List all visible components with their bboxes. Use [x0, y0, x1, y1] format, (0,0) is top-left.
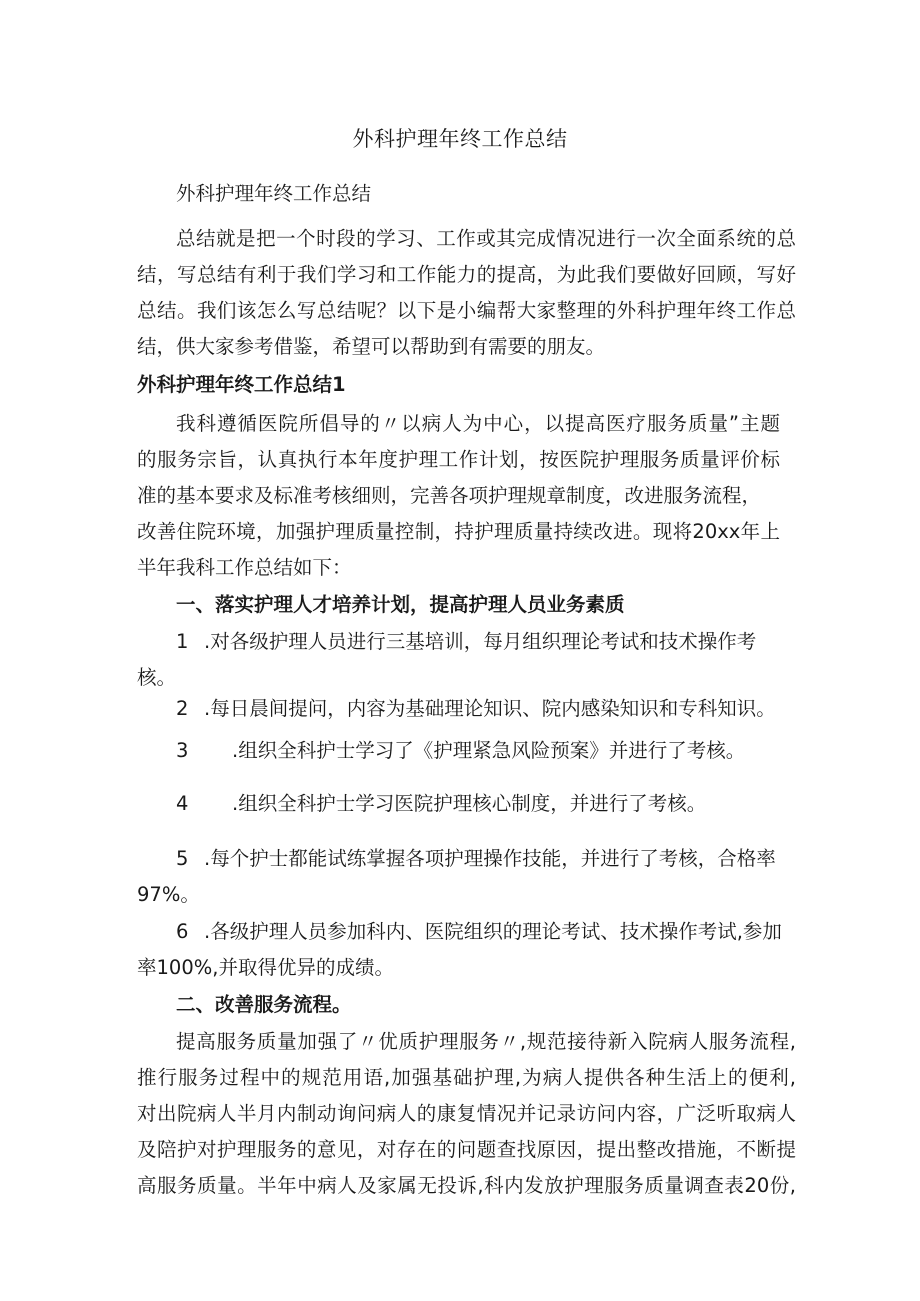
list-item-text: .组织全科护士学习了《护理紧急风险预案》并进行了考核。	[232, 739, 746, 762]
list-item-text: .对各级护理人员进行三基培训，每月组织理论考试和技术操作考	[204, 630, 757, 653]
list-item-2	[176, 691, 776, 727]
list-item-3	[176, 733, 745, 769]
document-title: 外科护理年终工作总结	[352, 127, 568, 151]
section1-heading: 外科护理年终工作总结1	[137, 373, 346, 396]
list-item-text: .每个护士都能试练掌握各项护理操作技能，并进行了考核，合格率	[204, 847, 776, 870]
heading-two: 二、改善服务流程。	[176, 993, 352, 1016]
list-item-text: .每日晨间提问，内容为基础理论知识、院内感染知识和专科知识。	[204, 697, 776, 720]
intro-line-4: 结，供大家参考借鉴，希望可以帮助到有需要的朋友。	[137, 335, 606, 358]
list-item-6-cont: 率100%,并取得优异的成绩。	[137, 956, 394, 979]
heading-one: 一、落实护理人才培养计划，提高护理人员业务素质	[176, 593, 625, 616]
section2-line-2: 推行服务过程中的规范用语,加强基础护理,为病人提供各种生活上的便利,	[137, 1066, 796, 1089]
list-item-number: 1	[176, 630, 189, 653]
list-item-text: .组织全科护士学习医院护理核心制度，并进行了考核。	[232, 792, 707, 815]
list-item-5	[176, 841, 776, 877]
list-item-number: 3	[176, 739, 189, 762]
list-item-number: 6	[176, 920, 189, 943]
list-item-4	[176, 786, 706, 822]
section1-line-4: 改善住院环境，加强护理质量控制，持护理质量持续改进。现将20xx年上	[137, 520, 780, 543]
section1-line-1: 我科遵循医院所倡导的〃以病人为中心，以提高医疗服务质量”主题	[176, 412, 780, 435]
intro-line-3: 总结。我们该怎么写总结呢？以下是小编帮大家整理的外科护理年终工作总	[137, 299, 796, 322]
section2-line-4: 及陪护对护理服务的意见，对存在的问题查找原因，提出整改措施，不断提	[137, 1138, 796, 1161]
section2-line-5: 高服务质量。半年中病人及家属无投诉,科内发放护理服务质量调查表20份,	[137, 1174, 796, 1197]
list-item-1-cont: 核。	[137, 666, 177, 689]
list-item-5-cont: 97%。	[137, 883, 200, 906]
document-subtitle: 外科护理年终工作总结	[176, 182, 372, 205]
section1-line-2: 的服务宗旨，认真执行本年度护理工作计划，按医院护理服务质量评价标	[137, 448, 780, 471]
list-item-6	[176, 914, 782, 950]
list-item-text: .各级护理人员参加科内、医院组织的理论考试、技术操作考试,参加	[204, 920, 782, 943]
intro-line-1: 总结就是把一个时段的学习、工作或其完成情况进行一次全面系统的总	[176, 227, 796, 250]
section2-line-3: 对出院病人半月内制动询问病人的康复情况并记录访问内容，广泛听取病人	[137, 1102, 796, 1125]
intro-line-2: 结，写总结有利于我们学习和工作能力的提高，为此我们要做好回顾，写好	[137, 263, 796, 286]
section2-line-1: 提高服务质量加强了〃优质护理服务〃,规范接待新入院病人服务流程,	[176, 1030, 796, 1053]
section1-line-5: 半年我科工作总结如下：	[137, 556, 352, 579]
list-item-1	[176, 624, 756, 660]
list-item-number: 4	[176, 792, 189, 815]
list-item-number: 5	[176, 847, 189, 870]
section1-line-3: 准的基本要求及标准考核细则，完善各项护理规章制度，改进服务流程，	[137, 484, 762, 507]
list-item-number: 2	[176, 697, 189, 720]
